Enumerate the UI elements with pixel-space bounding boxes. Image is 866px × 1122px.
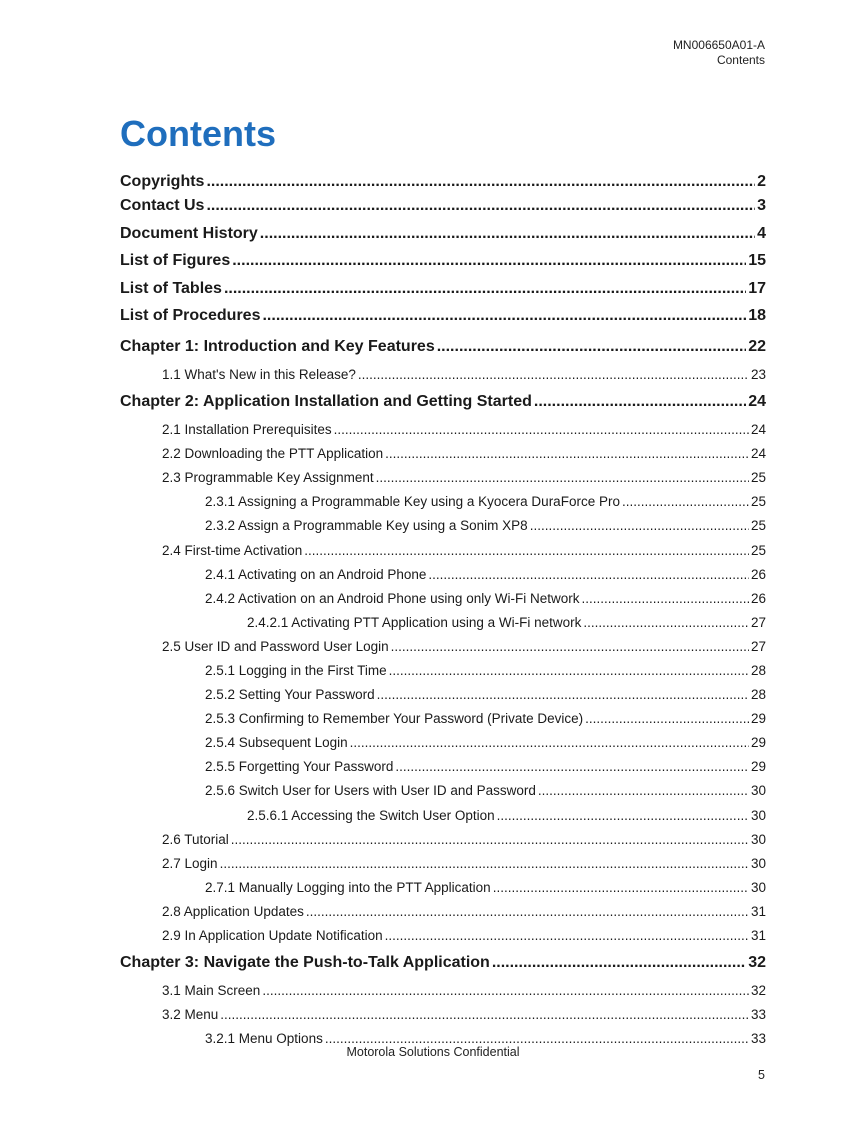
toc-dot-leader: [492, 951, 746, 975]
toc-entry-page: 25: [750, 542, 766, 558]
toc-entry-title: 2.5.4 Subsequent Login: [205, 735, 348, 751]
toc-entry-page: 31: [750, 928, 766, 944]
toc-dot-leader: [530, 514, 749, 538]
toc-entry-page: 24: [750, 446, 766, 462]
confidential-footer: Motorola Solutions Confidential: [346, 1045, 520, 1059]
toc-entry[interactable]: [120, 804, 766, 828]
toc-entry[interactable]: [120, 876, 766, 900]
toc-entry-title: 2.4.1 Activating on an Android Phone: [205, 566, 427, 582]
toc-dot-leader: [391, 635, 749, 659]
toc-entry-page: 30: [750, 855, 766, 871]
toc-dot-leader: [581, 587, 749, 611]
toc-dot-leader: [220, 1003, 749, 1027]
toc-entry-page: 2: [757, 173, 766, 190]
toc-dot-leader: [260, 222, 755, 246]
toc-entry-title: 2.7.1 Manually Logging into the PTT Application: [205, 879, 491, 895]
toc-entry-page: 25: [750, 494, 766, 510]
toc-entry[interactable]: [120, 563, 766, 587]
toc-entry-page: 22: [748, 337, 766, 355]
page-title: Contents: [120, 113, 276, 154]
toc-entry-title: 2.3.2 Assign a Programmable Key using a Sonim XP8: [205, 518, 528, 534]
toc-entry[interactable]: [120, 490, 766, 514]
toc-entry-title: 3.2.1 Menu Options: [205, 1031, 323, 1047]
toc-entry-title: Document History: [120, 224, 258, 242]
toc-entry-title: 1.1 What's New in this Release?: [162, 366, 356, 382]
toc-entry-title: 2.4.2.1 Activating PTT Application using a Wi-Fi network: [247, 614, 582, 630]
toc-dot-leader: [231, 828, 749, 852]
toc-entry[interactable]: [120, 900, 766, 924]
toc-entry-page: 26: [750, 566, 766, 582]
toc-dot-leader: [206, 170, 755, 194]
toc-dot-leader: [334, 418, 749, 442]
toc-dot-leader: [350, 731, 749, 755]
toc-entry-page: 30: [750, 831, 766, 847]
toc-entry-title: List of Tables: [120, 279, 222, 297]
toc-dot-leader: [262, 979, 749, 1003]
toc-dot-leader: [385, 924, 749, 948]
toc-entry-page: 27: [750, 614, 766, 630]
table-of-contents: [120, 170, 766, 1051]
toc-entry-title: 2.5 User ID and Password User Login: [162, 638, 389, 654]
toc-entry-title: 2.5.1 Logging in the First Time: [205, 663, 387, 678]
toc-entry[interactable]: [120, 979, 766, 1003]
toc-entry-title: List of Procedures: [120, 307, 261, 325]
toc-entry-page: 30: [750, 783, 766, 799]
toc-dot-leader: [385, 442, 749, 466]
toc-dot-leader: [376, 466, 749, 490]
toc-entry-title: 2.3.1 Assigning a Programmable Key using a Kyocera DuraForce Pro: [205, 494, 620, 510]
toc-entry[interactable]: [120, 466, 766, 490]
toc-dot-leader: [428, 563, 749, 587]
toc-dot-leader: [358, 363, 749, 387]
toc-dot-leader: [206, 194, 755, 218]
toc-entry-page: 32: [750, 983, 766, 999]
toc-dot-leader: [389, 659, 749, 683]
toc-entry-title: Contact Us: [120, 197, 205, 214]
toc-entry-title: 2.5.6 Switch User for Users with User ID and Password: [205, 783, 536, 799]
toc-dot-leader: [262, 304, 746, 328]
toc-entry[interactable]: [120, 948, 766, 979]
header-section-name: Contents: [716, 53, 765, 67]
toc-entry[interactable]: [120, 277, 766, 305]
toc-entry-page: 18: [748, 307, 766, 325]
toc-entry[interactable]: [120, 514, 766, 538]
toc-dot-leader: [224, 277, 746, 301]
toc-entry-page: 29: [750, 711, 766, 727]
toc-dot-leader: [306, 900, 749, 924]
toc-entry-page: 24: [750, 422, 766, 438]
toc-entry-page: 32: [748, 954, 766, 972]
toc-entry[interactable]: [120, 418, 766, 442]
toc-dot-leader: [395, 755, 749, 779]
toc-dot-leader: [585, 707, 749, 731]
toc-entry-title: Copyrights: [120, 173, 205, 190]
page-number: 5: [758, 1068, 765, 1082]
toc-entry-title: Chapter 1: Introduction and Key Features: [120, 337, 435, 355]
toc-entry[interactable]: [120, 539, 766, 563]
toc-entry[interactable]: [120, 707, 766, 731]
toc-entry-title: 2.4.2 Activation on an Android Phone using only Wi-Fi Network: [205, 590, 580, 606]
toc-entry[interactable]: [120, 363, 766, 387]
toc-entry-title: 2.4 First-time Activation: [162, 542, 303, 558]
toc-entry[interactable]: [120, 170, 766, 194]
toc-entry-title: 3.1 Main Screen: [162, 983, 261, 999]
toc-entry[interactable]: [120, 222, 766, 250]
toc-entry[interactable]: [120, 755, 766, 779]
toc-entry-title: 2.5.6.1 Accessing the Switch User Option: [247, 807, 495, 823]
toc-entry[interactable]: [120, 779, 766, 803]
toc-dot-leader: [304, 539, 749, 563]
toc-entry[interactable]: [120, 1003, 766, 1027]
toc-entry-title: 2.3 Programmable Key Assignment: [162, 470, 374, 486]
toc-entry-page: 28: [750, 687, 766, 703]
toc-dot-leader: [583, 611, 749, 635]
toc-entry[interactable]: [120, 332, 766, 363]
toc-entry[interactable]: [120, 387, 766, 418]
toc-entry[interactable]: [120, 852, 766, 876]
toc-entry[interactable]: [120, 442, 766, 466]
running-header: [673, 38, 765, 68]
toc-entry[interactable]: [120, 828, 766, 852]
toc-entry-title: 3.2 Menu: [162, 1007, 219, 1023]
toc-entry[interactable]: [120, 194, 766, 222]
toc-entry[interactable]: [120, 731, 766, 755]
toc-entry-title: 2.5.3 Confirming to Remember Your Password (Private Device): [205, 711, 584, 727]
toc-dot-leader: [437, 335, 746, 359]
toc-entry[interactable]: [120, 683, 766, 707]
toc-entry[interactable]: [120, 587, 766, 611]
toc-entry[interactable]: [120, 249, 766, 277]
toc-entry[interactable]: [120, 304, 766, 332]
toc-entry-title: Chapter 2: Application Installation and Getting Started: [120, 393, 532, 411]
toc-entry[interactable]: [120, 611, 766, 635]
toc-dot-leader: [497, 804, 749, 828]
toc-dot-leader: [622, 490, 749, 514]
toc-entry-page: 29: [750, 735, 766, 751]
toc-entry-page: 25: [750, 518, 766, 534]
toc-entry[interactable]: [120, 924, 766, 948]
toc-entry-title: Chapter 3: Navigate the Push-to-Talk Application: [120, 954, 490, 972]
toc-entry-page: 23: [750, 366, 766, 382]
toc-entry-title: 2.7 Login: [162, 855, 218, 871]
toc-entry-page: 26: [750, 590, 766, 606]
toc-entry-title: 2.2 Downloading the PTT Application: [162, 446, 384, 462]
toc-entry-page: 28: [750, 663, 766, 678]
toc-entry-page: 33: [750, 1031, 766, 1047]
toc-entry-page: 15: [748, 252, 766, 270]
toc-dot-leader: [538, 779, 749, 803]
toc-entry[interactable]: [120, 659, 766, 683]
toc-entry-page: 3: [757, 197, 766, 214]
toc-dot-leader: [377, 683, 749, 707]
toc-entry-title: 2.1 Installation Prerequisites: [162, 422, 332, 438]
toc-entry-page: 4: [757, 224, 766, 242]
toc-dot-leader: [493, 876, 749, 900]
toc-entry-page: 29: [750, 759, 766, 775]
toc-entry-page: 30: [750, 879, 766, 895]
toc-entry-title: 2.5.2 Setting Your Password: [205, 687, 375, 703]
document-id: MN006650A01-A: [672, 38, 765, 52]
toc-entry-page: 27: [750, 638, 766, 654]
toc-entry-page: 17: [748, 279, 766, 297]
toc-entry-title: 2.5.5 Forgetting Your Password: [205, 759, 394, 775]
toc-dot-leader: [232, 249, 746, 273]
toc-entry-page: 30: [750, 807, 766, 823]
toc-entry-page: 31: [750, 903, 766, 919]
toc-entry-title: 2.6 Tutorial: [162, 831, 229, 847]
toc-entry[interactable]: [120, 635, 766, 659]
toc-entry-title: 2.9 In Application Update Notification: [162, 928, 383, 944]
toc-entry-page: 24: [748, 393, 766, 411]
toc-dot-leader: [220, 852, 749, 876]
toc-entry-page: 33: [750, 1007, 766, 1023]
toc-entry-page: 25: [750, 470, 766, 486]
toc-dot-leader: [534, 390, 746, 414]
toc-entry-title: List of Figures: [120, 252, 231, 270]
toc-entry-title: 2.8 Application Updates: [162, 903, 304, 919]
